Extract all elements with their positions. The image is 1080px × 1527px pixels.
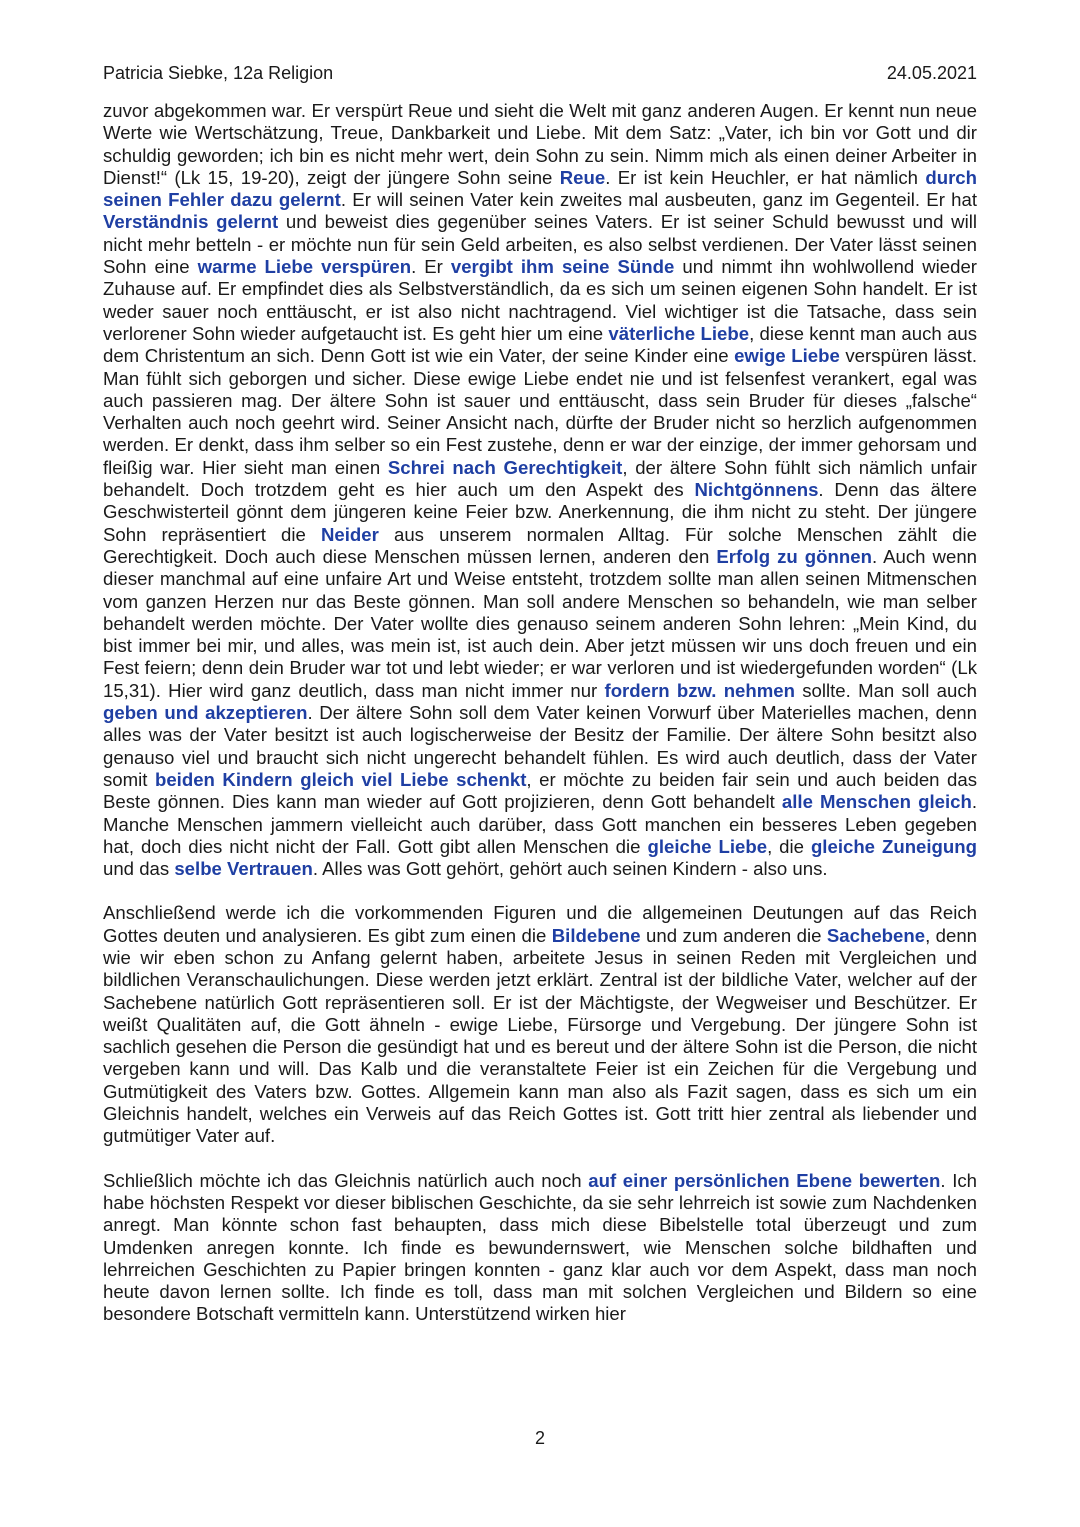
body-text: , die [767,835,811,857]
highlighted-term: Nichtgönnens [694,479,819,501]
highlighted-term: ewige Liebe [734,345,840,367]
highlighted-term: durch seinen Fehler dazu gelernt [103,166,978,211]
author-course: Patricia Siebke, 12a Religion [103,63,334,83]
highlighted-term: väterliche Liebe [608,322,750,344]
highlighted-term: gleiche Zuneigung [810,835,977,857]
body-text: aus unserem normalen Alltag. Für solche Menschen zählt die Gerechtigkeit. Doch auch diese Menschen müssen lernen, anderen den [103,523,977,567]
body-text: . Denn das ältere Geschwisterteil gönnt dem jüngeren keine Feier bzw. Anerkennung, die ihm nicht zu steht. Der jüngere Sohn repräsentiert die [103,479,977,545]
highlighted-term: geben und akzeptieren [103,702,308,724]
body-text: , diese kennt man auch aus dem Christentum an sich. Denn Gott ist wie ein Vater, der seine Kinder eine [103,322,977,367]
paragraph-3 [103,1170,977,1326]
body-text: . Er will seinen Vater kein zweites mal ausbeuten, ganz im Gegenteil. Er hat [340,189,977,211]
highlighted-term: fordern bzw. nehmen [604,679,795,701]
highlighted-term: Erfolg zu gönnen [716,545,872,567]
body-text: und beweist dies gegenüber seines Vaters. Er ist seiner Schuld bewusst und will nicht mehr betteln - er möchte nun für sein Geld arbeiten, es also selbst verdienen. Der Vater lässt seinen Sohn eine [103,211,977,278]
highlighted-term: Schrei nach Gerechtigkeit [387,456,623,478]
highlighted-term: Sachebene [826,924,926,946]
highlighted-term: Bildebene [551,924,641,946]
body-text: . Manche Menschen jammern vielleicht auch darüber, dass Gott manchen ein besseres Leben gegeben hat, doch dies nicht nicht der Fall. Gott gibt allen Menschen die [103,791,977,857]
document-date: 24.05.2021 [886,63,977,83]
body-text: , denn wie wir eben schon zu Anfang gelernt haben, arbeitete Jesus in seinen Reden mit Vergleichen und bildlichen Veranschaulichungen. Diese werden jetzt erklärt. Zentral ist der bildliche Vater, welcher auf der Sachebene natürlich Gott repräsentieren soll. Er ist der Mächtigste, der Wegweiser und Beschützer. Er weißt Qualitäten auf, die Gott ähneln - ewige Liebe, Fürsorge und Vergebung. Der jüngere Sohn ist sachlich gesehen die Person die gesündigt hat und es bereut und der ältere Sohn ist die Person, die nicht vergeben kann und will. Das Kalb und die veranstaltete Feier ist ein Zeichen für die Vergebung und Gutmütigkeit des Vaters bzw. Gottes. Allgemein kann man also als Fazit sagen, dass es sich um ein Gleichnis handelt, welches ein Verweis auf das Reich Gottes ist. Gott tritt hier zentral als liebender und gutmütiger Vater auf. [103,924,978,1147]
body-text: . Ich habe höchsten Respekt vor dieser biblischen Geschichte, da sie sehr lehrreich ist sowie zum Nachdenken anregt. Man könnte schon fast behaupten, dass mich diese Bibelstelle total überzeugt und zum Umdenken anregen konnte. Ich finde es bewundernswert, wie Menschen solche bildhaften und lehrreichen Geschichten zu Papier bringen konnten - ganz klar auch vor dem Aspekt, dass man noch heute davon lernen sollte. Ich finde es toll, dass man mit solchen Vergleichen und Bildern so eine besondere Botschaft vermitteln kann. Unterstützend wirken hier [103,1169,977,1325]
highlighted-term: Reue [559,166,606,188]
highlighted-term: selbe Vertrauen [174,858,313,880]
body-text: . Auch wenn dieser manchmal auf eine unfaire Art und Weise entsteht, trotzdem sollte man allen seinen Mitmenschen vom ganzen Herzen nur das Beste gönnen. Man soll andere Menschen so behandeln, wie man selber behandelt werden möchte. Der Vater wollte dies genauso seinem anderen Sohn lehren: „Mein Kind, du bist immer bei mir, und alles, was mein ist, ist auch dein. Aber jetzt müssen wir uns doch freuen und ein Fest feiern; denn dein Bruder war tot und lebt wieder; er war verloren und ist wiedergefunden worden“ (Lk 15,31). Hier wird ganz deutlich, dass man nicht immer nur [103,545,978,701]
highlighted-term: warme Liebe verspüren [197,256,412,278]
paragraph-2 [103,902,977,1147]
page-header [103,63,977,89]
document-body [103,100,977,1326]
body-text: Schließlich möchte ich das Gleichnis natürlich auch noch [103,1169,589,1191]
body-text: , der ältere Sohn fühlt sich nämlich unfair behandelt. Doch trotzdem geht es hier auch um den Aspekt des [103,456,977,501]
body-text: und zum anderen die [640,924,827,946]
body-text: . Er [411,256,451,278]
highlighted-term: Neider [321,523,379,545]
highlighted-term: beiden Kindern gleich viel Liebe schenkt [154,768,527,790]
highlighted-term: vergibt ihm seine Sünde [450,256,675,278]
body-text: . Alles was Gott gehört, gehört auch seinen Kindern - also uns. [312,858,828,880]
body-text: und nimmt ihn wohlwollend wieder Zuhause auf. Er empfindet dies als Selbstverständlich, da es sich um seinen eigenen Sohn handelt. Er ist weder sauer noch enttäuscht, er ist also nicht nachtragend. Viel wichtiger ist die Tatsache, dass sein verlorener Sohn wieder aufgetaucht ist. Es geht hier um eine [103,256,977,344]
paragraph-1 [103,100,977,880]
highlighted-term: Verständnis gelernt [103,211,279,233]
page-number: 2 [534,1428,545,1448]
body-text: verspüren lässt. Man fühlt sich geborgen und sicher. Diese ewige Liebe endet nie und ist felsenfest verankert, egal was auch passieren mag. Der ältere Sohn ist sauer und enttäuscht, dass sein Bruder für dieses „falsche“ Verhalten auch noch geehrt wird. Seiner Ansicht nach, dürfte der Bruder nicht so herzlich aufgenommen werden. Er denkt, dass ihm selber so ein Fest zustehe, denn er war der einzige, der immer gehorsam und fleißig war. Hier sieht man einen [103,345,977,478]
body-text: . Er ist kein Heuchler, er hat nämlich [605,166,926,188]
highlighted-term: auf einer persönlichen Ebene bewerten [588,1169,941,1191]
body-text: . Der ältere Sohn soll dem Vater keinen Vorwurf über Materielles machen, denn alles was der Vater besitzt ist auch logischerweise der Besitz der Familie. Der ältere Sohn besitzt also genauso viel und braucht sich nicht ungerecht behandelt fühlen. Es wird auch deutlich, dass der Vater somit [103,702,977,790]
highlighted-term: alle Menschen gleich [781,791,972,813]
body-text: Anschließend werde ich die vorkommenden Figuren und die allgemeinen Deutungen auf das Reich Gottes deuten und analysieren. Es gibt zum einen die [103,902,977,946]
body-text: und das [103,858,175,880]
body-text: sollte. Man soll auch [794,679,977,701]
highlighted-term: gleiche Liebe [647,835,768,857]
body-text: , er möchte zu beiden fair sein und auch beiden das Beste gönnen. Dies kann man wieder auf Gott projizieren, denn Gott behandelt [103,768,978,813]
body-text: zuvor abgekommen war. Er verspürt Reue und sieht die Welt mit ganz anderen Augen. Er kennt nun neue Werte wie Wertschätzung, Treue, Dankbarkeit und Liebe. Mit dem Satz: „Vater, ich bin vor Gott und dir schuldig geworden; ich bin es nicht mehr wert, dein Sohn zu sein. Nimm mich als einen deiner Arbeiter in Dienst!“ (Lk 15, 19-20), zeigt der jüngere Sohn seine [103,100,977,188]
